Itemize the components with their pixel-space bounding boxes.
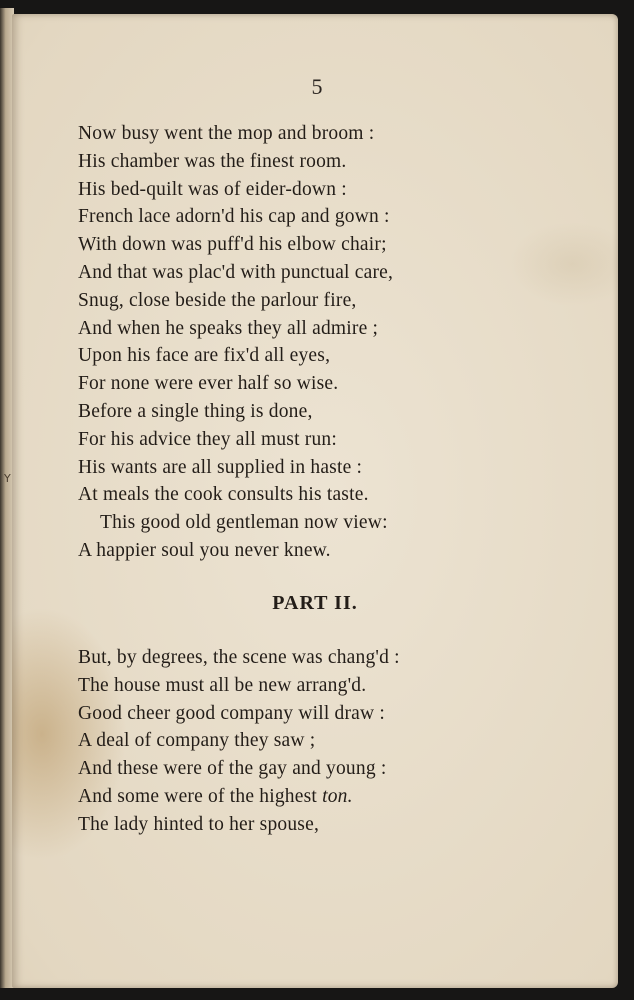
verse-line: The lady hinted to her spouse, <box>78 813 320 835</box>
verse-line: With down was puff'd his elbow chair; <box>78 234 387 256</box>
verse-line: At meals the cook consults his taste. <box>78 484 369 506</box>
stanza-two <box>78 644 400 839</box>
verse-line: And these were of the gay and young : <box>78 758 387 780</box>
verse-line: Good cheer good company will draw : <box>78 702 386 724</box>
verse-line: This good old gentleman now view: <box>100 512 388 534</box>
verse-line: For his advice they all must run: <box>78 428 337 450</box>
verse-line: Now busy went the mop and broom : <box>78 123 375 144</box>
verse-line <box>78 783 400 811</box>
italic-word: ton. <box>322 785 353 807</box>
verse-line: French lace adorn'd his cap and gown : <box>78 206 390 228</box>
book-page <box>12 14 618 988</box>
verse-line: And that was plac'd with punctual care, <box>78 261 394 283</box>
verse-line: And when he speaks they all admire ; <box>78 317 379 339</box>
part-heading: PART II. <box>272 592 358 614</box>
stanza-one <box>78 120 393 565</box>
verse-line: Upon his face are fix'd all eyes, <box>78 345 331 367</box>
verse-line: His bed-quilt was of eider-down : <box>78 178 347 200</box>
verse-line: His chamber was the finest room. <box>78 150 347 172</box>
gutter-mark: Y <box>4 472 11 485</box>
verse-line: Before a single thing is done, <box>78 400 313 422</box>
verse-line: The house must all be new arrang'd. <box>78 674 367 696</box>
verse-line: A deal of company they saw ; <box>78 730 316 752</box>
verse-line: His wants are all supplied in haste : <box>78 456 363 478</box>
verse-line: For none were ever half so wise. <box>78 373 339 395</box>
page-number: 5 <box>311 74 323 99</box>
verse-line-text: And some were of the highest <box>78 785 323 807</box>
verse-line: But, by degrees, the scene was chang'd : <box>78 647 400 668</box>
verse-line: Snug, close beside the parlour fire, <box>78 289 357 311</box>
verse-line: A happier soul you never knew. <box>78 539 331 561</box>
